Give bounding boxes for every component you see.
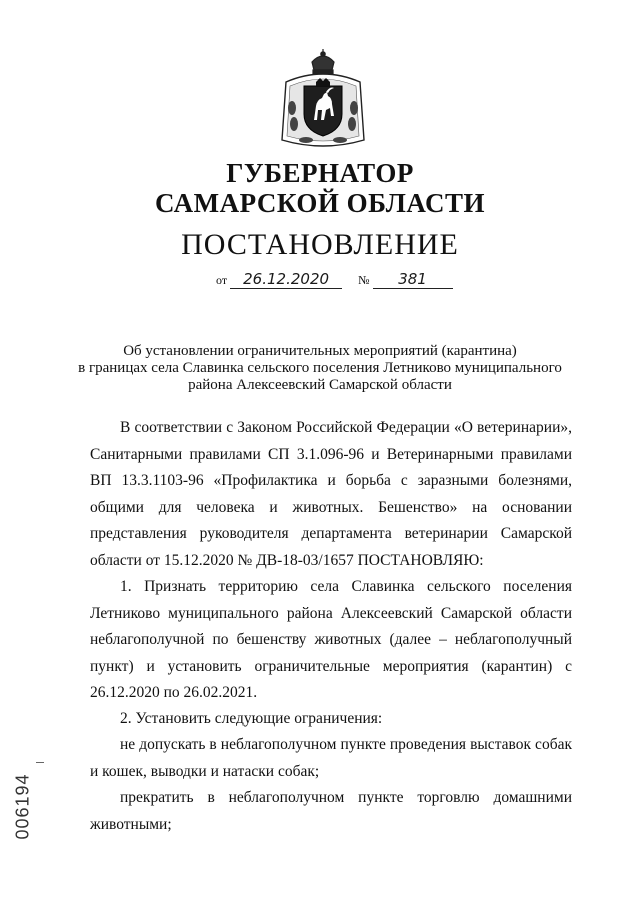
subject-line: района Алексеевский Самарской области	[188, 377, 452, 393]
subject-line: в границах села Славинка сельского поселения Летниково муниципального	[78, 360, 562, 376]
date-prefix: от	[216, 273, 228, 287]
date-field	[230, 271, 342, 289]
number-field	[373, 271, 453, 289]
paragraph-item-2: 2. Установить следующие ограничения:	[120, 710, 383, 727]
margin-tick-mark	[36, 762, 44, 763]
number-prefix: №	[358, 273, 370, 287]
subject-line: Об установлении ограничительных мероприятий (карантина)	[123, 343, 517, 359]
paragraph-restriction-2: прекратить в неблагополучном пункте торговлю домашними животными;	[90, 789, 572, 833]
document-type-heading: ПОСТАНОВЛЕНИЕ	[181, 228, 459, 261]
paragraph-preamble: В соответствии с Законом Российской Федерации «О ветеринарии», Санитарными правилами СП 3.1.096-96 и Ветеринарными правилами ВП 13.3.1103-96 «Профилактика и борьба с заразными болезнями, общими для человека и животных. Бешенство» на основании представления руководителя департамента ветеринарии Самарской области от 15.12.2020 № ДВ-18-03/1657 ПОСТАНОВЛЯЮ:	[90, 419, 572, 569]
paragraph-item-1: 1. Признать территорию села Славинка сельского поселения Летниково муниципального района Алексеевский Самарской области неблагополучной по бешенству животных (далее – неблагополучный пункт) и установить ограничительные мероприятия (карантин) с 26.12.2020 по 26.02.2021.	[90, 578, 572, 701]
authority-title-line1: ГУБЕРНАТОР	[226, 158, 414, 188]
subject-heading	[0, 343, 640, 394]
margin-serial-number: 006194	[12, 773, 33, 840]
margin-serial-stamp	[12, 766, 52, 850]
coat-of-arms-emblem	[278, 48, 368, 152]
date-number-line	[216, 271, 453, 289]
paragraph-restriction-1: не допускать в неблагополучном пункте проведения выставок собак и кошек, выводки и натаски собак;	[90, 736, 572, 780]
authority-title-line2: САМАРСКОЙ ОБЛАСТИ	[154, 188, 486, 218]
number-value: 381	[398, 270, 427, 288]
date-value: 26.12.2020	[243, 270, 330, 288]
